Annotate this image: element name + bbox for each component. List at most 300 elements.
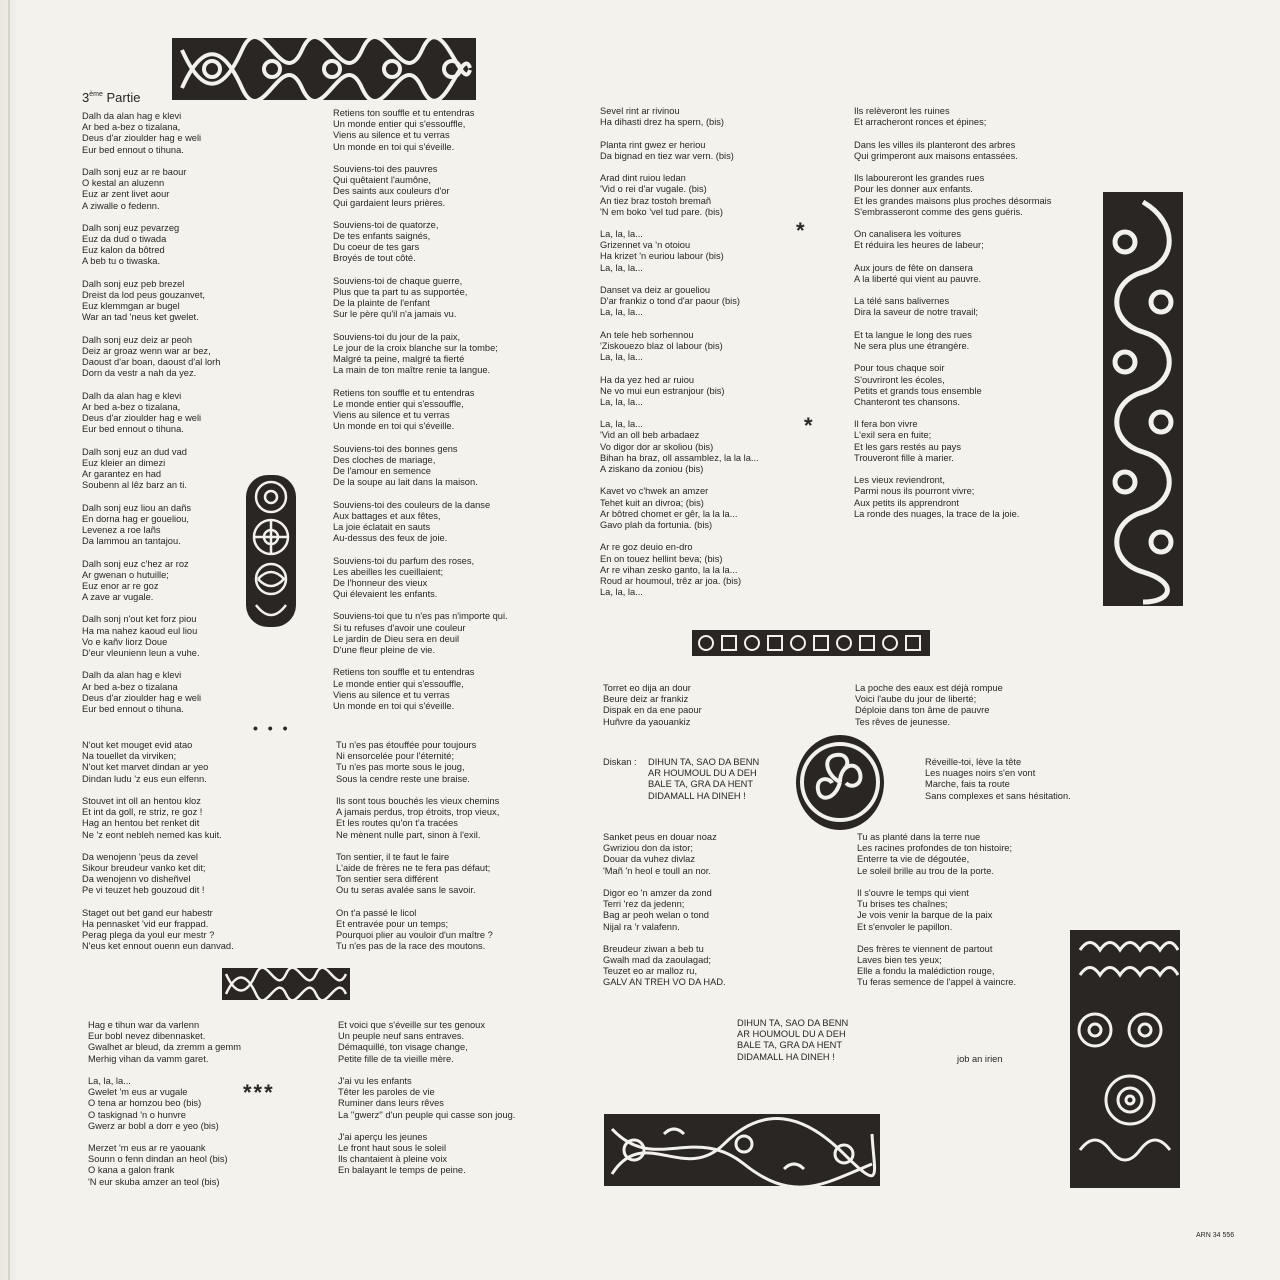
lyric-line: Souviens-toi des bonnes gens: [333, 443, 458, 454]
stanza: [600, 285, 759, 319]
lyric-line: Tu n'es pas de la race des moutons.: [336, 941, 486, 952]
lyric-line: Dira la saveur de notre travail;: [854, 307, 979, 318]
lyric-line: Souviens-toi de chaque guerre,: [333, 275, 463, 286]
lyric-line: D'eur vleunienn leun a vuhe.: [82, 648, 200, 658]
lyric-line: Gwelet 'm eus ar vugale: [88, 1087, 188, 1098]
lyric-line: De tes enfants saignés,: [333, 231, 431, 242]
lyric-line: Deus d'ar zioulder hag e weli: [82, 692, 202, 703]
lyric-line: S'embrasseront comme des gens guéris.: [854, 206, 1023, 217]
lyric-line: Des frères te viennent de partout: [857, 943, 993, 954]
lyric-line: Ar re vihan zesko ganto, la la la...: [600, 564, 738, 575]
stanza: [82, 447, 220, 492]
lyric-line: Et les gars restés au pays: [854, 441, 961, 452]
lyric-line: Réveille-toi, lève la tête: [925, 757, 1022, 767]
star-separator-1: *: [796, 218, 807, 243]
lyric-line: Un monde en toi qui s'éveille.: [333, 421, 455, 432]
lyric-line: Gwriziou don da istor;: [603, 843, 693, 854]
lyric-line: Eur bed ennout o tihuna.: [82, 703, 184, 714]
stanza: [333, 388, 508, 433]
author-signature: job an irien: [957, 1054, 1003, 1064]
lyric-line: Au-dessus des feux de joie.: [333, 533, 448, 544]
lyric-line: Beure deiz ar frankiz: [603, 694, 689, 705]
part-ordinal-suffix: ème: [89, 91, 103, 98]
lyric-line: Sur le père qu'il n'a jamais vu.: [333, 309, 457, 320]
lyric-line: Hag e tihun war da varlenn: [88, 1020, 200, 1030]
lyric-line: Pe vi teuzet heb gouzoud dit !: [82, 885, 205, 896]
lyric-line: Les vieux reviendront,: [854, 475, 945, 486]
lyric-line: Arad dint ruiou ledan: [600, 173, 686, 184]
lyric-line: Je vois venir la barque de la paix: [857, 910, 993, 921]
lyric-line: Souviens-toi que tu n'es pas n'importe qui.: [333, 611, 508, 622]
stanza: [333, 276, 508, 321]
lyric-line: La ronde des nuages, la trace de la joie.: [854, 508, 1020, 519]
lyric-line: Ni ensorcelée pour l'éternité;: [336, 751, 455, 762]
lyric-line: Eur bed ennout o tihuna.: [82, 144, 184, 155]
stanza: [333, 220, 508, 265]
lyric-line: Et les grandes maisons plus proches désormais: [854, 195, 1052, 206]
lyric-line: An tiez braz tostoh bremañ: [600, 195, 712, 206]
lyric-line: Tu n'es pas étouffée pour toujours: [336, 740, 477, 750]
stanza: [333, 556, 508, 601]
lyric-line: Da wenojenn vo disheñvel: [82, 874, 191, 885]
lyric-line: Têter les paroles de vie: [338, 1087, 435, 1098]
stanza: [600, 419, 759, 475]
stanza: [82, 908, 234, 953]
lyric-line: Un peuple neuf sans entraves.: [338, 1031, 465, 1042]
lyric-line: Merhig vihan da vamm garet.: [88, 1053, 209, 1064]
lyric-line: Dalh sonj n'out ket forz piou: [82, 614, 197, 625]
lyric-line: Ne vo mui eun estranjour (bis): [600, 385, 725, 396]
celtic-knot-banner-top: [172, 38, 476, 100]
lyric-line: Et ta langue le long des rues: [854, 329, 972, 340]
triskel-amulet-ornament: [246, 475, 296, 627]
lyric-line: En on touez hellint beva; (bis): [600, 553, 723, 564]
lyric-line: Kavet vo c'hwek an amzer: [600, 486, 709, 497]
lyric-line: Merzet 'm eus ar re yaouank: [88, 1143, 206, 1154]
lyric-line: Viens au silence et tu verras: [333, 689, 450, 700]
lyric-line: Souviens-toi du jour de la paix,: [333, 331, 461, 342]
lyric-line: Euz kalon da bôtred: [82, 245, 165, 256]
stanza: [600, 375, 759, 409]
lyric-line: O kestal an aluzenn: [82, 178, 165, 189]
stanza: [857, 944, 1016, 989]
lyric-line: Le monde entier qui s'essouffle,: [333, 678, 464, 689]
lyric-line: Tu brises tes chaînes;: [857, 899, 948, 910]
lyric-line: Digor eo 'n amzer da zond: [603, 887, 712, 898]
stanza: [82, 279, 220, 324]
lyric-line: Euz kleier an dimezi: [82, 457, 166, 468]
stanza: [336, 908, 499, 953]
spiral-column-ornament: [1103, 192, 1183, 606]
stanza: [82, 559, 220, 604]
stanza: [855, 683, 1003, 728]
lyric-line: 'Ziskouezo blaz ol labour (bis): [600, 340, 723, 351]
lyric-line: Dreist da lod peus gouzanvet,: [82, 290, 206, 300]
stanza: [603, 944, 726, 989]
lyric-line: Et réduira les heures de labeur;: [854, 240, 984, 251]
stanza: [82, 796, 234, 841]
lyric-line: Ar bôtred chomet er gêr, la la la...: [600, 508, 738, 519]
lyric-line: Daoust d'ar boan, daoust d'al lorh: [82, 357, 221, 368]
lyric-line: Grizennet va 'n otoiou: [600, 240, 691, 251]
lyric-line: Euz ar zent livet aour: [82, 189, 170, 200]
lyric-line: Enterre ta vie de dégoutée,: [857, 854, 970, 865]
lyric-line: Soubenn al lêz barz an ti.: [82, 480, 187, 491]
lyric-line: En balayant le temps de peine.: [338, 1165, 466, 1176]
lyric-line: GALV AN TREH VO DA HAD.: [603, 977, 726, 988]
lyric-line: Un monde en toi qui s'éveille.: [333, 700, 455, 711]
lyric-line: A jamais perdus, trop étroits, trop vieux,: [336, 807, 500, 818]
lyric-line: La, la, la...: [600, 262, 643, 273]
breton-lyrics-column-1-top: [82, 111, 220, 726]
lyric-line: Pour tous chaque soir: [854, 363, 945, 374]
lyric-line: Deiz ar groaz wenn war ar bez,: [82, 345, 211, 356]
lyric-line: Et int da goll, re striz, re goz !: [82, 807, 203, 818]
stanza: [857, 888, 1016, 933]
lyric-line: Voici l'aube du jour de liberté;: [855, 694, 977, 705]
lyric-line: Tes rêves de jeunesse.: [855, 716, 951, 727]
lyric-line: J'ai vu les enfants: [338, 1075, 412, 1086]
lyric-line: Aux jours de fête on dansera: [854, 262, 973, 273]
lyric-line: Danset va deiz ar goueliou: [600, 285, 711, 295]
lyric-line: Sanket peus en douar noaz: [603, 832, 717, 842]
lyric-line: DIDAMALL HA DINEH !: [648, 790, 746, 801]
stanza: [854, 330, 1051, 352]
lyric-line: Sous la cendre reste une braise.: [336, 773, 470, 784]
lyric-line: Vo e kañv liorz Doue: [82, 636, 168, 647]
lyric-line: Pour les donner aux enfants.: [854, 184, 973, 195]
lyric-line: On canalisera les voitures: [854, 229, 961, 240]
lyric-line: Des cloches de mariage,: [333, 454, 436, 465]
lyric-line: Si tu refuses d'avoir une couleur: [333, 622, 466, 633]
triskel-circle-ornament: [796, 735, 884, 830]
celtic-knot-banner-left: [222, 968, 350, 1000]
lyric-line: Ar re goz deuio en-dro: [600, 542, 693, 553]
french-lyrics-column-2-middle: [336, 740, 499, 964]
lyric-line: Dalh sonj euz ar re baour: [82, 166, 187, 177]
stanza: [854, 263, 1051, 285]
lyric-line: AR HOUMOUL DU A DEH: [737, 1029, 846, 1040]
lyric-line: BALE TA, GRA DA HENT: [648, 779, 754, 790]
lyric-line: Un monde en toi qui s'éveille.: [333, 141, 455, 152]
stanza: [333, 444, 508, 489]
lyric-line: Qui quêtaient l'aumône,: [333, 175, 431, 186]
diskan-label: Diskan :: [603, 757, 637, 767]
lyric-line: Gwalh mad da zaoulagad;: [603, 955, 712, 966]
stanza: [600, 173, 759, 218]
lyric-line: Il s'ouvre le temps qui vient: [857, 887, 969, 898]
stanza: [333, 332, 508, 377]
lyric-line: Tu as planté dans la terre nue: [857, 832, 981, 842]
lyric-line: Planta rint gwez er heriou: [600, 139, 706, 150]
lyric-line: DIHUN TA, SAO DA BENN: [648, 757, 760, 767]
french-refrain: [925, 757, 1071, 802]
lyric-line: N'eus ket ennout ouenn eun danvad.: [82, 941, 234, 952]
lyric-line: S'ouvriront les écoles,: [854, 374, 945, 385]
final-refrain: [737, 1018, 848, 1063]
lyric-line: Aux petits ils apprendront: [854, 497, 959, 508]
stanza: [88, 1020, 241, 1065]
lyric-line: Tu feras semence de l'appel à vaincre.: [857, 977, 1017, 988]
lyric-line: Deus d'ar zioulder hag e weli: [82, 413, 202, 424]
lyric-line: Sevel rint ar rivinou: [600, 106, 680, 116]
stanza: [82, 852, 234, 897]
lyric-line: Le jardin de Dieu sera en deuil: [333, 633, 460, 644]
lyric-line: La, la, la...: [600, 396, 643, 407]
lyric-line: Viens au silence et tu verras: [333, 410, 450, 421]
lyric-line: Dorn da vestr a nah da yez.: [82, 368, 197, 379]
lyric-line: Da bignad en tiez war vern. (bis): [600, 150, 734, 161]
lyric-line: La, la, la...: [88, 1075, 131, 1086]
lyric-line: On t'a passé le licol: [336, 907, 417, 918]
lyric-line: DIDAMALL HA DINEH !: [737, 1051, 835, 1062]
lyric-line: Retiens ton souffle et tu entendras: [333, 108, 475, 118]
lyric-line: La, la, la...: [600, 307, 643, 318]
lyric-line: D'une fleur pleine de vie.: [333, 645, 436, 655]
lyric-line: Et arracheront ronces et épines;: [854, 117, 987, 128]
lyric-line: Broyés de tout côté.: [333, 253, 416, 264]
lyric-line: Dalh sonj euz peb brezel: [82, 278, 185, 289]
lyric-line: Dalh sonj euz an dud vad: [82, 446, 187, 457]
lyric-line: Dalh sonj euz c'hez ar roz: [82, 558, 189, 569]
lyric-line: Ils sont tous bouchés les vieux chemins: [336, 795, 500, 806]
lyric-line: La, la, la...: [600, 419, 643, 430]
lyric-line: 'Vid o rei d'ar vugale. (bis): [600, 184, 707, 195]
lyric-line: Da wenojenn 'peus da zevel: [82, 851, 198, 862]
part-title: [82, 90, 140, 105]
lyric-line: Ton sentier, il te faut le faire: [336, 851, 450, 862]
lyric-line: Retiens ton souffle et tu entendras: [333, 387, 475, 398]
lyric-line: La, la, la...: [600, 229, 643, 240]
lyric-line: Ne 'z eont nebleh nemed kas kuit.: [82, 829, 222, 840]
stanza: [854, 475, 1051, 520]
stanza: [88, 1143, 241, 1188]
lyric-line: Vo digor dor ar skoliou (bis): [600, 441, 714, 452]
lyric-line: Levenez a roe lañs: [82, 524, 161, 535]
patterned-column-ornament: [1070, 930, 1180, 1188]
stanza: [82, 503, 220, 548]
diskan-refrain: [648, 757, 759, 802]
star-separator-2: *: [804, 413, 815, 438]
lyric-line: O kana a galon frank: [88, 1165, 175, 1176]
lyric-line: Malgré ta peine, malgré ta fierté: [333, 354, 465, 365]
lyric-line: Ar gwenan o hutuille;: [82, 569, 169, 580]
stanza: [82, 335, 220, 380]
lyric-line: De la plainte de l'enfant: [333, 298, 430, 309]
lyric-line: 'N eur skuba amzer an teol (bis): [88, 1176, 220, 1187]
lyric-line: Marche, fais ta route: [925, 779, 1010, 790]
lyric-line: De l'amour en semence: [333, 466, 431, 476]
lyric-line: Ha da yez hed ar ruiou: [600, 374, 695, 385]
lyric-line: BALE TA, GRA DA HENT: [737, 1040, 843, 1051]
lyric-line: Dalh sonj euz liou an dañs: [82, 502, 192, 513]
lyric-line: Du coeur de tes gars: [333, 242, 420, 253]
stanza: [82, 111, 220, 156]
stanza: [333, 108, 508, 153]
lyric-line: Gavo plah da fortunia. (bis): [600, 519, 713, 530]
lyric-line: Eur bobl nevez dibennasket.: [88, 1031, 206, 1042]
lyric-line: Sounn o fenn dindan an heol (bis): [88, 1154, 228, 1165]
lyric-line: Laves bien tes yeux;: [857, 955, 942, 966]
lyric-line: Et entravée pour un temps;: [336, 919, 449, 929]
lyric-line: La télé sans balivernes: [854, 296, 950, 307]
french-lyrics-lower-right: [855, 683, 1003, 739]
sleeve-fold: [8, 0, 10, 1280]
lyric-line: Et voici que s'éveille sur tes genoux: [338, 1020, 485, 1030]
lyric-line: A zave ar vugale.: [82, 592, 154, 603]
stanza: [82, 391, 220, 436]
stanza: [854, 140, 1051, 162]
stanza: [854, 296, 1051, 318]
lyric-line: Perag plega da youl eur mestr ?: [82, 930, 215, 941]
lyric-line: War an tad 'neus ket gwelet.: [82, 312, 199, 323]
lyric-line: La, la, la...: [600, 352, 643, 363]
lyric-line: 'Mañ 'n heol e toull an nor.: [603, 865, 711, 876]
stanza: [88, 1076, 241, 1132]
lyric-line: AR HOUMOUL DU A DEH: [648, 768, 757, 779]
stanza: [603, 888, 726, 933]
lyric-line: N'out ket mouget evid atao: [82, 740, 193, 750]
lyric-line: Ou tu seras avalée sans le savoir.: [336, 885, 476, 896]
lyric-line: Ne mènent nulle part, sinon à l'exil.: [336, 829, 481, 840]
lyric-line: L'exil sera en fuite;: [854, 430, 932, 441]
lyric-line: Qui gardaient leurs prières.: [333, 197, 446, 208]
stanza: [82, 670, 220, 715]
lyric-line: 'N em boko 'vel tud pare. (bis): [600, 206, 723, 217]
stanza: [82, 614, 220, 659]
beast-interlace-ornament: [604, 1114, 880, 1186]
lyric-line: Dalh da alan hag e klevi: [82, 111, 182, 121]
lyric-line: A ziwalle o fedenn.: [82, 200, 160, 211]
stanza: [600, 486, 759, 531]
lyric-line: Démaquillé, ton visage change,: [338, 1042, 468, 1053]
lyric-line: Bag ar peoh welan o tond: [603, 910, 709, 921]
lyric-line: Retiens ton souffle et tu entendras: [333, 667, 475, 678]
lyric-line: Hag an hentou bet renket dit: [82, 818, 200, 829]
lyric-line: La main de ton maître renie ta langue.: [333, 365, 491, 376]
lyric-line: Euz da dud o tiwada: [82, 234, 167, 245]
stanza: [857, 832, 1016, 877]
lyric-line: De l'honneur des vieux: [333, 577, 428, 588]
lyric-line: Dans les villes ils planteront des arbres: [854, 139, 1016, 150]
lyric-line: A beb tu o tiwaska.: [82, 256, 161, 267]
lyric-line: Les racines profondes de ton histoire;: [857, 843, 1013, 854]
stanza: [854, 419, 1051, 464]
lyric-line: L'aide de frères ne te fera pas défaut;: [336, 863, 491, 874]
lyric-line: Ar bed a-bez o tizalana,: [82, 122, 181, 133]
lyric-line: Terri 'rez da jedenn;: [603, 899, 685, 910]
lyric-line: Gwerz ar bobl a dorr e yeo (bis): [88, 1120, 219, 1131]
stanza: [854, 229, 1051, 251]
lyric-line: Ar garantez en had: [82, 469, 162, 479]
lyric-line: Ton sentier sera différent: [336, 874, 439, 885]
lyric-line: Douar da vuhez divlaz: [603, 854, 695, 865]
lyric-line: Petits et grands tous ensemble: [854, 385, 982, 396]
lyric-line: Bihan ha braz, oll assamblez, la la la...: [600, 452, 759, 463]
lyric-line: Breudeur ziwan a beb tu: [603, 943, 704, 954]
lyric-line: Sans complexes et sans hésitation.: [925, 790, 1071, 801]
breton-lyrics-lower-left: [603, 683, 702, 739]
lyric-line: Torret eo dija an dour: [603, 683, 691, 693]
lyric-line: Na touellet da virviken;: [82, 751, 177, 762]
lyric-line: Souviens-toi des pauvres: [333, 163, 438, 174]
part-label: Partie: [102, 90, 141, 105]
stanza: [854, 106, 1051, 128]
lyric-line: Euz klemmgan ar bugel: [82, 301, 180, 312]
lyric-line: N'out ket marvet dindan ar yeo: [82, 762, 209, 773]
lyric-line: Gwalhet ar bleud, da zremm a gemm: [88, 1042, 241, 1053]
lyric-line: Déploie dans ton âme de pauvre: [855, 705, 990, 716]
stanza: [333, 611, 508, 656]
lyric-line: Le jour de la croix blanche sur la tombe;: [333, 342, 498, 353]
lyric-line: Dalh da alan hag e klevi: [82, 670, 182, 681]
stanza: [336, 740, 499, 785]
lyric-line: Ha pennasket 'vid eur frappad.: [82, 919, 209, 929]
lyric-line: Dalh sonj euz deiz ar peoh: [82, 334, 193, 345]
lyric-line: Les abeilles les cueillaient;: [333, 566, 444, 577]
lyric-line: Ruminer dans leurs rêves: [338, 1098, 444, 1109]
lyric-line: A ziskano da zoniou (bis): [600, 464, 704, 474]
lyric-line: Dalh da alan hag e klevi: [82, 390, 182, 401]
lyric-line: Ils relèveront les ruines: [854, 106, 950, 116]
stanza: [600, 140, 759, 162]
stanza: [82, 167, 220, 212]
lyric-line: Eur bed ennout o tihuna.: [82, 424, 184, 435]
lyric-line: Teuzet eo ar malloz ru,: [603, 966, 698, 977]
lyric-line: Tehet kuit an divroa; (bis): [600, 497, 704, 508]
french-lyrics-column-2-bottom: [338, 1020, 515, 1188]
lyric-line: Les nuages noirs s'en vont: [925, 768, 1036, 779]
lyric-line: Ar bed a-bez o tizalana,: [82, 401, 181, 412]
lyric-line: Parmi nous ils pourront vivre;: [854, 486, 975, 497]
lyric-line: Ha krizet 'n euriou labour (bis): [600, 251, 724, 262]
lyric-line: Ha dihasti drez ha spern, (bis): [600, 117, 725, 128]
lyric-line: D'ar frankiz o tond d'ar paour (bis): [600, 296, 740, 307]
lyric-line: A la liberté qui vient au pauvre.: [854, 273, 982, 284]
stanza: [338, 1020, 515, 1065]
lyric-line: Ar bed a-bez o tizalana: [82, 681, 178, 692]
lyric-line: Stouvet int oll an hentou kloz: [82, 795, 201, 806]
breton-lyrics-column-1-middle: [82, 740, 234, 964]
lyric-line: Ha ma nahez kaoud eul liou: [82, 625, 198, 636]
stanza: [336, 796, 499, 841]
lyric-line: Petite fille de ta vieille mère.: [338, 1053, 454, 1064]
lyric-line: Trouveront fille à marier.: [854, 452, 954, 463]
lyric-line: Le monde entier qui s'essouffle,: [333, 398, 464, 409]
lyric-line: Sikour breudeur vanko ket dit;: [82, 863, 206, 874]
lyric-line: Ils laboureront les grandes rues: [854, 173, 985, 184]
lyric-line: La poche des eaux est déjà rompue: [855, 683, 1003, 693]
lyric-line: Staget out bet gand eur habestr: [82, 907, 213, 918]
lyric-line: DIHUN TA, SAO DA BENN: [737, 1018, 849, 1028]
lyric-line: Souviens-toi de quatorze,: [333, 219, 439, 230]
lyric-line: O taskignad 'n o hunvre: [88, 1109, 186, 1120]
breton-lyrics-column-3-top: [600, 106, 759, 609]
lyric-line: 'Vid an oll beb arbadaez: [600, 430, 700, 441]
lyric-line: Euz enor ar re goz: [82, 580, 159, 591]
stanza: [600, 106, 759, 128]
stanza: [603, 832, 726, 877]
lyric-line: Des saints aux couleurs d'or: [333, 186, 450, 197]
stanza: [600, 229, 759, 274]
lyric-line: La ''gwerz'' d'un peuple qui casse son joug.: [338, 1109, 516, 1120]
lyric-line: O tena ar homzou beo (bis): [88, 1098, 202, 1109]
lyric-line: J'ai aperçu les jeunes: [338, 1131, 428, 1142]
lyric-line: La, la, la...: [600, 587, 643, 598]
lyric-line: Aux battages et aux fêtes,: [333, 510, 441, 521]
stanza: [333, 164, 508, 209]
lyric-line: Et les routes qu'on t'a tracées: [336, 818, 458, 829]
